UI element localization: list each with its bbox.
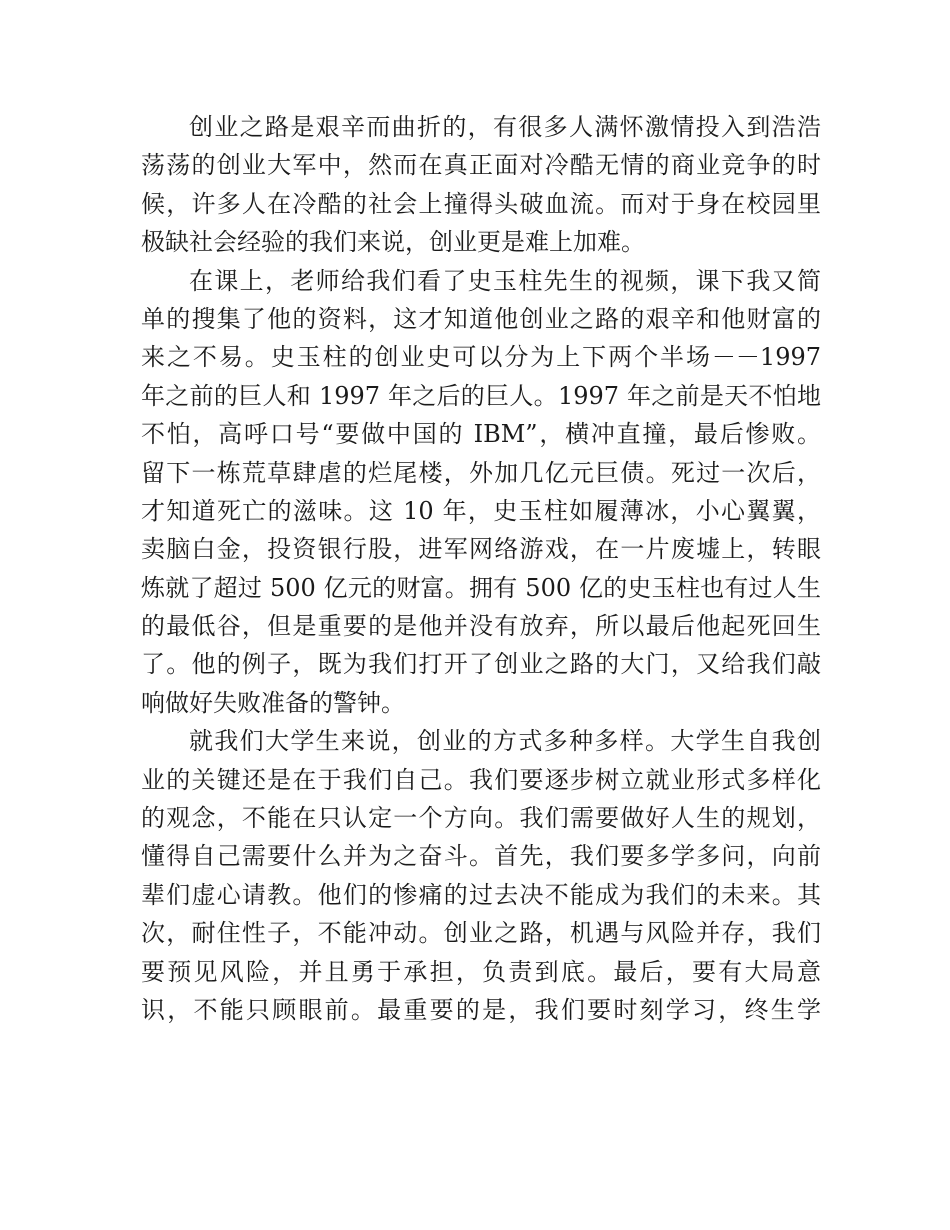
text-line: 候，许多人在冷酷的社会上撞得头破血流。而对于身在校园里 — [141, 189, 821, 218]
text-line: 在课上，老师给我们看了史玉柱先生的视频，课下我又简 — [189, 266, 821, 295]
text-line: 就我们大学生来说，创业的方式多种多样。大学生自我创 — [189, 727, 821, 756]
text-line: 来之不易。史玉柱的创业史可以分为上下两个半场－－1997 — [141, 343, 821, 372]
paragraph — [141, 262, 821, 723]
text-line: 年之前的巨人和 1997 年之后的巨人。1997 年之前是天不怕地 — [141, 381, 821, 410]
text-line: 了。他的例子，既为我们打开了创业之路的大门，又给我们敲 — [141, 650, 821, 679]
text-line: 的观念，不能在只认定一个方向。我们需要做好人生的规划， — [141, 804, 821, 833]
text-line: 留下一栋荒草肆虐的烂尾楼，外加几亿元巨债。死过一次后， — [141, 458, 821, 487]
text-line: 要预见风险，并且勇于承担，负责到底。最后，要有大局意 — [141, 957, 821, 986]
text-line: 炼就了超过 500 亿元的财富。拥有 500 亿的史玉柱也有过人生 — [141, 573, 821, 602]
text-line: 卖脑白金，投资银行股，进军网络游戏，在一片废墟上，转眼 — [141, 535, 821, 564]
text-line: 辈们虚心请教。他们的惨痛的过去决不能成为我们的未来。其 — [141, 880, 821, 909]
text-line: 单的搜集了他的资料，这才知道他创业之路的艰辛和他财富的 — [141, 304, 821, 333]
paragraph — [141, 108, 821, 262]
text-line: 懂得自己需要什么并为之奋斗。首先，我们要多学多问，向前 — [141, 842, 821, 871]
text-line: 不怕，高呼口号“要做中国的 IBM”，横冲直撞，最后惨败。 — [141, 420, 821, 449]
text-line: 极缺社会经验的我们来说，创业更是难上加难。 — [141, 228, 645, 257]
text-line: 荡荡的创业大军中，然而在真正面对冷酷无情的商业竞争的时 — [141, 151, 821, 180]
text-line: 才知道死亡的滋味。这 10 年，史玉柱如履薄冰，小心翼翼， — [141, 496, 821, 525]
document-body — [141, 108, 821, 1029]
text-line: 的最低谷，但是重要的是他并没有放弃，所以最后他起死回生 — [141, 612, 821, 641]
text-line: 次，耐住性子，不能冲动。创业之路，机遇与风险并存，我们 — [141, 919, 821, 948]
text-line: 响做好失败准备的警钟。 — [141, 688, 405, 717]
paragraph — [141, 722, 821, 1029]
text-line: 创业之路是艰辛而曲折的，有很多人满怀激情投入到浩浩 — [189, 113, 821, 141]
text-line: 业的关键还是在于我们自己。我们要逐步树立就业形式多样化 — [141, 765, 821, 794]
text-line: 识，不能只顾眼前。最重要的是，我们要时刻学习，终生学 — [141, 995, 821, 1024]
